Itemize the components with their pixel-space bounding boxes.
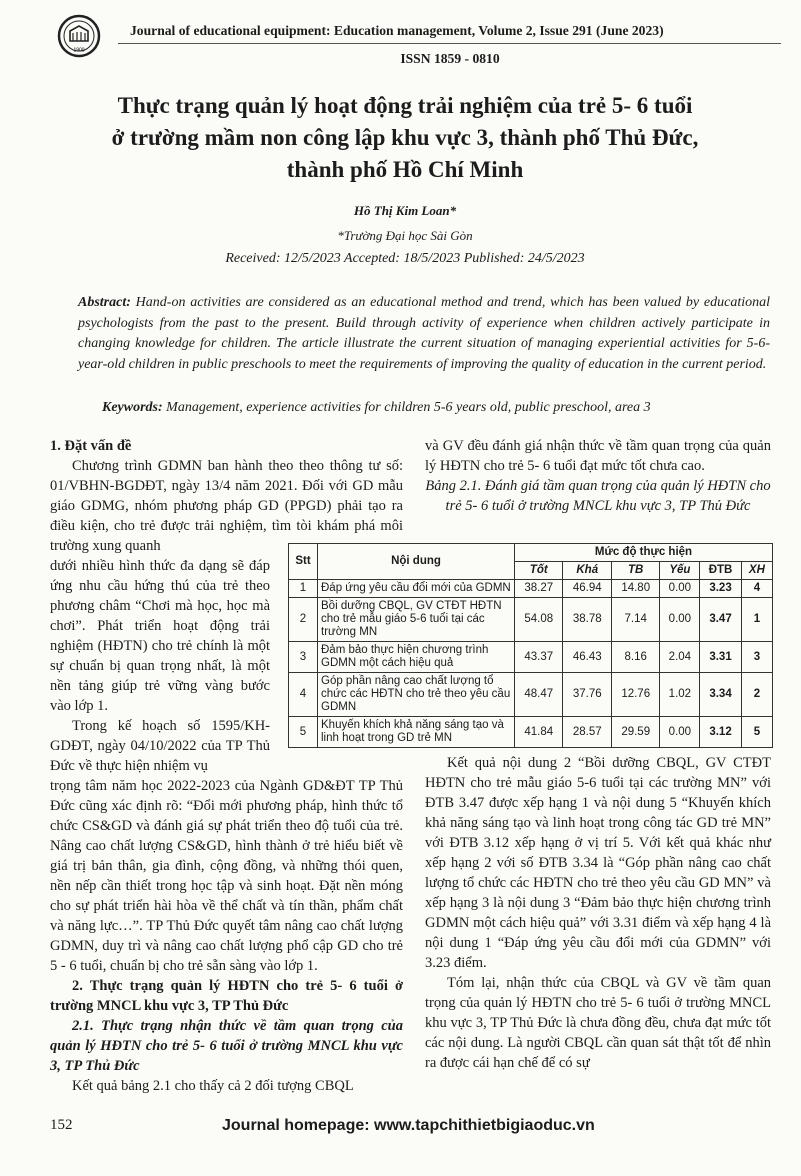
cell-kha: 37.76 bbox=[563, 673, 611, 717]
header-col-tot: Tốt bbox=[515, 562, 563, 580]
cell-tot: 38.27 bbox=[515, 580, 563, 598]
cell-tot: 43.37 bbox=[515, 642, 563, 673]
header-group: Mức độ thực hiện bbox=[515, 544, 773, 562]
issn: ISSN 1859 - 0810 bbox=[400, 51, 500, 66]
cell-content: Đáp ứng yêu cầu đổi mới của GDMN bbox=[318, 580, 515, 598]
subsection-2-1-heading: 2.1. Thực trạng nhận thức về tầm quan trọng của quản lý HĐTN cho trẻ 5- 6 tuổi ở trường MNCL khu vực 3, TP Thủ Đức bbox=[50, 1018, 403, 1074]
cell-kha: 38.78 bbox=[563, 598, 611, 642]
cell-yeu: 0.00 bbox=[660, 717, 700, 748]
cell-tot: 48.47 bbox=[515, 673, 563, 717]
paragraph-1a: Chương trình GDMN ban hành theo theo thông tư số: 01/VBHN-BGDĐT, ngày 13/4 năm 2021. Đối với GD mẫu giáo GDMG, nhóm phương pháp GD (PPGD) phải tạo ra điều kiện, cho trẻ được trải nghiệm, tìm tòi khám phá môi trường xung quanh bbox=[50, 458, 403, 554]
cell-tb: 14.80 bbox=[611, 580, 659, 598]
article-title bbox=[40, 90, 770, 186]
table-caption: Bảng 2.1. Đánh giá tầm quan trọng của quản lý HĐTN cho trẻ 5- 6 tuổi ở trường MNCL khu vực 3, TP Thủ Đức bbox=[425, 478, 771, 514]
publication-dates: Received: 12/5/2023 Accepted: 18/5/2023 Published: 24/5/2023 bbox=[225, 251, 585, 266]
cell-tb: 12.76 bbox=[611, 673, 659, 717]
cell-kha: 28.57 bbox=[563, 717, 611, 748]
cell-xh: 3 bbox=[741, 642, 772, 673]
cell-content: Đảm bảo thực hiện chương trình GDMN một cách hiệu quả bbox=[318, 642, 515, 673]
author: Hồ Thị Kim Loan* bbox=[353, 203, 457, 218]
cell-yeu: 1.02 bbox=[660, 673, 700, 717]
cell-stt: 2 bbox=[289, 598, 318, 642]
cell-xh: 1 bbox=[741, 598, 772, 642]
cell-tot: 54.08 bbox=[515, 598, 563, 642]
header-col-kha: Khá bbox=[563, 562, 611, 580]
paragraph-intro: và GV đều đánh giá nhận thức về tầm quan trọng của quản lý HĐTN cho trẻ 5- 6 tuổi đạt mức tốt chưa cao. bbox=[425, 438, 771, 474]
paragraph-result: Kết quả nội dung 2 “Bồi dưỡng CBQL, GV CTĐT HĐTN cho trẻ mẫu giáo 5-6 tuổi tại các trường MN” với ĐTB 3.47 được xếp hạng 1 và nội dung 5 “Khuyến khích khả năng sáng tạo và linh hoạt trong công tác GD trẻ MN” với ĐTB 3.12 xếp hạng ở vị trí 5. Với kết quả khác như xếp hạng 2 với số ĐTB 3.34 là “Góp phần nâng cao chất lượng tổ chức các HĐTN cho trẻ theo yêu cầu GD MN” và xếp hạng 3 là nội dung 3 “Đảm bảo thực hiện chương trình GDMN một cách hiệu quả” với 3.31 điểm và xếp hạng 4 là nội dung 1 “Đáp ứng yêu cầu đổi mới của GDMN” với 3.23 điểm. bbox=[425, 755, 771, 971]
right-column-bottom bbox=[425, 753, 771, 1073]
table-2-1 bbox=[288, 543, 773, 748]
header-content: Nội dung bbox=[318, 544, 515, 580]
right-column-top bbox=[425, 436, 771, 516]
cell-kha: 46.43 bbox=[563, 642, 611, 673]
cell-stt: 1 bbox=[289, 580, 318, 598]
cell-dtb: 3.23 bbox=[700, 580, 742, 598]
left-column bbox=[50, 436, 403, 1096]
section-2-heading: 2. Thực trạng quản lý HĐTN cho trẻ 5- 6 tuổi ở trường MNCL khu vực 3, TP Thủ Đức bbox=[50, 978, 403, 1014]
cell-content: Khuyến khích khả năng sáng tạo và linh hoạt trong GD trẻ MN bbox=[318, 717, 515, 748]
paragraph-summary: Tóm lại, nhận thức của CBQL và GV về tầm quan trọng của quản lý HĐTN cho trẻ 5- 6 tuổi ở trường MNCL khu vực 3, TP Thủ Đức là chưa đồng đều, chưa đạt mức tốt các nội dung. Là người CBQL cần quan sát thật tốt để nhìn ra được cái hạn chế để có sự bbox=[425, 975, 771, 1071]
cell-stt: 5 bbox=[289, 717, 318, 748]
abstract-label: Abstract: bbox=[78, 295, 131, 310]
cell-dtb: 3.34 bbox=[700, 673, 742, 717]
cell-yeu: 0.00 bbox=[660, 580, 700, 598]
paragraph-2b: trọng tâm năm học 2022-2023 của Ngành GD&ĐT TP Thủ Đức cũng xác định rõ: “Đổi mới phương pháp, hình thức tổ chức CS&GD và đánh giá sự phát triển theo độ tuổi của trẻ. Nâng cao chất lượng CS&GD, hình thành ở trẻ hiểu biết về giá trị bản thân, gia đình, cộng đồng, và những thói quen, nền nếp cần thiết trong học tập và sinh hoạt. Đặt nền móng cho sự phát triển hài hòa về thể chất và tín thần, phẩm chất và năng lực…”. TP Thủ Đức quyết tâm nâng cao chất lượng GDMN, duy trì và nâng cao chất lượng phổ cập GD cho trẻ 5 - 6 tuổi, chuẩn bị cho trẻ sẵn sàng vào lớp 1. bbox=[50, 778, 403, 974]
cell-stt: 4 bbox=[289, 673, 318, 717]
cell-xh: 4 bbox=[741, 580, 772, 598]
cell-dtb: 3.31 bbox=[700, 642, 742, 673]
cell-content: Góp phần nâng cao chất lượng tổ chức các HĐTN cho trẻ theo yêu cầu GDMN bbox=[318, 673, 515, 717]
cell-kha: 46.94 bbox=[563, 580, 611, 598]
header-col-yeu: Yếu bbox=[660, 562, 700, 580]
header-stt: Stt bbox=[289, 544, 318, 580]
table-row bbox=[289, 598, 773, 642]
paragraph-3: Kết quả bảng 2.1 cho thấy cả 2 đối tượng CBQL bbox=[72, 1078, 354, 1094]
keywords-label: Keywords: bbox=[102, 400, 163, 415]
journal-logo bbox=[57, 14, 101, 58]
paragraph-1b: dưới nhiều hình thức đa dạng sẽ đáp ứng nhu cầu hứng thú của trẻ theo phương châm “Chơi mà học, học mà chơi”. Phát triển hoạt động trải nghiệm (HĐTN) cho trẻ chính là một sự chuẩn bị quan trọng nhất, là một nền tảng giúp trẻ vững vàng bước vào lớp 1. bbox=[50, 558, 270, 714]
header-col-xh: XH bbox=[741, 562, 772, 580]
journal-header: Journal of educational equipment: Education management, Volume 2, Issue 291 (June 2023) bbox=[130, 23, 664, 38]
cell-dtb: 3.12 bbox=[700, 717, 742, 748]
logo-year: 1900 bbox=[73, 47, 85, 54]
cell-tb: 7.14 bbox=[611, 598, 659, 642]
cell-yeu: 0.00 bbox=[660, 598, 700, 642]
title-line-2: ở trường mầm non công lập khu vực 3, thành phố Thủ Đức, bbox=[111, 125, 699, 150]
cell-tb: 29.59 bbox=[611, 717, 659, 748]
keywords-text: Management, experience activities for children 5-6 years old, public preschool, area 3 bbox=[162, 400, 651, 415]
journal-homepage: Journal homepage: www.tapchithietbigiaoduc.vn bbox=[222, 1117, 595, 1134]
abstract-text: Hand-on activities are considered as an educational method and trend, which has been valued by educational psychologists from the past to the present. Build through activity of experience when children actively participate in changing knowledge for children. The article illustrate the current situation of managing experiential activities for 5-6-year-old children in public preschools to meet the requirements of improving the quality of education in the current period. bbox=[78, 295, 770, 372]
cell-xh: 2 bbox=[741, 673, 772, 717]
paragraph-2a: Trong kế hoạch số 1595/KH-GDĐT, ngày 04/10/2022 của TP Thủ Đức về thực hiện nhiệm vụ bbox=[50, 718, 270, 774]
cell-tb: 8.16 bbox=[611, 642, 659, 673]
cell-stt: 3 bbox=[289, 642, 318, 673]
cell-xh: 5 bbox=[741, 717, 772, 748]
header-rule bbox=[118, 43, 781, 44]
header-col-dtb: ĐTB bbox=[700, 562, 742, 580]
affiliation: *Trường Đại học Sài Gòn bbox=[337, 228, 473, 243]
header-col-tb: TB bbox=[611, 562, 659, 580]
table-row bbox=[289, 642, 773, 673]
table-row bbox=[289, 580, 773, 598]
title-line-1: Thực trạng quản lý hoạt động trải nghiệm của trẻ 5- 6 tuổi bbox=[117, 93, 693, 118]
cell-yeu: 2.04 bbox=[660, 642, 700, 673]
cell-dtb: 3.47 bbox=[700, 598, 742, 642]
table-row bbox=[289, 673, 773, 717]
section-1-heading: 1. Đặt vấn đề bbox=[50, 438, 132, 454]
table-row bbox=[289, 717, 773, 748]
title-line-3: thành phố Hồ Chí Minh bbox=[286, 157, 524, 182]
keywords bbox=[102, 400, 770, 416]
cell-tot: 41.84 bbox=[515, 717, 563, 748]
cell-content: Bồi dưỡng CBQL, GV CTĐT HĐTN cho trẻ mẫu giáo 5-6 tuổi tại các trường MN bbox=[318, 598, 515, 642]
abstract bbox=[78, 293, 770, 375]
page-number: 152 bbox=[50, 1117, 73, 1133]
